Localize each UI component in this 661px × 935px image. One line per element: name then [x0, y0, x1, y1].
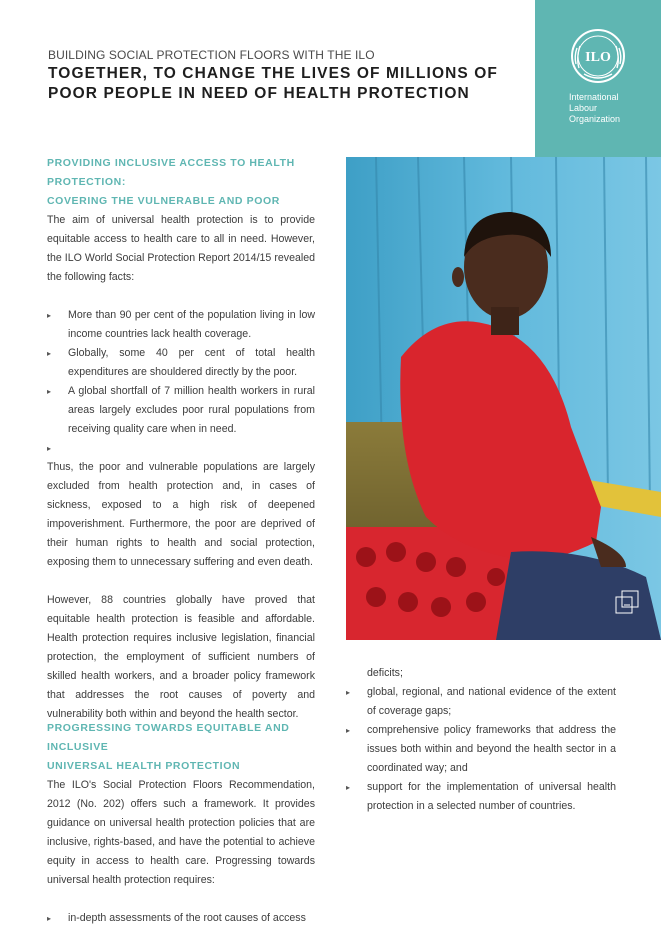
list-item-text: Globally, some 40 per cent of total health expenditures are shouldered directly by the poor.	[68, 347, 315, 378]
header-kicker: BUILDING SOCIAL PROTECTION FLOORS WITH THE ILO	[48, 48, 375, 62]
triangle-bullet-icon: ▸	[346, 688, 351, 697]
page-title-line-2: POOR PEOPLE IN NEED OF HEALTH PROTECTION	[48, 85, 470, 102]
ilo-logo-block	[535, 0, 661, 157]
ilo-name-line-1: International	[569, 92, 619, 102]
list-item	[47, 382, 315, 439]
list-item	[47, 909, 315, 928]
section-2-title-line-1: PROGRESSING TOWARDS EQUITABLE AND INCLUSIVE	[47, 722, 290, 753]
ilo-name-line-3: Organization	[569, 114, 621, 124]
section-1-intro: The aim of universal health protection is to provide equitable access to health care to all in need. However, the ILO World Social Protection Report 2014/15 revealed the following facts:	[47, 214, 315, 283]
ilo-seal-text: ILO	[585, 50, 611, 65]
ilo-name-line-2: Labour	[569, 103, 598, 113]
section-1-title-line-2: COVERING THE VULNERABLE AND POOR	[47, 195, 280, 207]
child-photo	[346, 157, 661, 640]
section-1-paragraph-3: However, 88 countries globally have proved that equitable health protection is feasible and affordable. Health protection requires inclusive legislation, financial protection, the employment of sufficient numbers of skilled health workers, and a broader policy framework that addresses the root causes of poverty and vulnerability both within and beyond the health sector.	[47, 594, 315, 720]
list-item	[346, 683, 616, 721]
triangle-bullet-icon: ▸	[47, 444, 52, 453]
section-1	[47, 154, 315, 724]
triangle-bullet-icon: ▸	[47, 387, 52, 396]
list-item-continuation: deficits;	[367, 667, 403, 679]
list-item-text: A global shortfall of 7 million health workers in rural areas largely excludes poor rural populations from receiving quality care when in need.	[68, 385, 315, 435]
list-item	[346, 778, 616, 816]
child-photo-image	[346, 157, 661, 640]
section-2-paragraph: The ILO's Social Protection Floors Recommendation, 2012 (No. 202) offers such a framework. It provides guidance on universal health protection policies that are inclusive, rights-based, and have the potential to achieve equity in access to health care. Progressing towards universal health protection requires:	[47, 779, 315, 886]
requirements-list	[47, 909, 315, 928]
section-1-title	[47, 154, 315, 211]
facts-list	[47, 306, 315, 458]
page-title	[48, 64, 518, 104]
requirements-list-continued	[346, 683, 616, 816]
section-2-title-line-2: UNIVERSAL HEALTH PROTECTION	[47, 760, 241, 772]
section-1-title-line-1: PROVIDING INCLUSIVE ACCESS TO HEALTH PROTECTION:	[47, 157, 295, 188]
list-item-text: in-depth assessments of the root causes of access	[68, 912, 306, 924]
triangle-bullet-icon: ▸	[346, 726, 351, 735]
section-2	[47, 719, 315, 928]
page-title-line-1: TOGETHER, TO CHANGE THE LIVES OF MILLIONS OF	[48, 65, 498, 82]
section-1-paragraph-2: Thus, the poor and vulnerable populations are largely excluded from health protection and, in cases of sickness, exposed to a high risk of deepened impoverishment. Furthermore, the poor are deprived of their human rights to health and social protection, exposing them to unnecessary suffering and even death.	[47, 461, 315, 568]
list-item	[47, 306, 315, 344]
list-item-text: support for the implementation of universal health protection in a selected number of countries.	[367, 781, 616, 812]
triangle-bullet-icon: ▸	[47, 311, 52, 320]
ilo-name	[569, 92, 659, 125]
section-2-continued	[346, 664, 616, 816]
list-item	[346, 721, 616, 778]
list-item-text: comprehensive policy frameworks that address the issues both within and beyond the health sector in a coordinated way; and	[367, 724, 616, 774]
list-item	[47, 439, 315, 458]
list-item	[47, 344, 315, 382]
list-item-text: More than 90 per cent of the population living in low income countries lack health coverage.	[68, 309, 315, 340]
triangle-bullet-icon: ▸	[47, 349, 52, 358]
triangle-bullet-icon: ▸	[346, 783, 351, 792]
ilo-seal-icon	[570, 28, 626, 84]
triangle-bullet-icon: ▸	[47, 914, 52, 923]
section-2-title	[47, 719, 315, 776]
list-item-text: global, regional, and national evidence of the extent of coverage gaps;	[367, 686, 616, 717]
